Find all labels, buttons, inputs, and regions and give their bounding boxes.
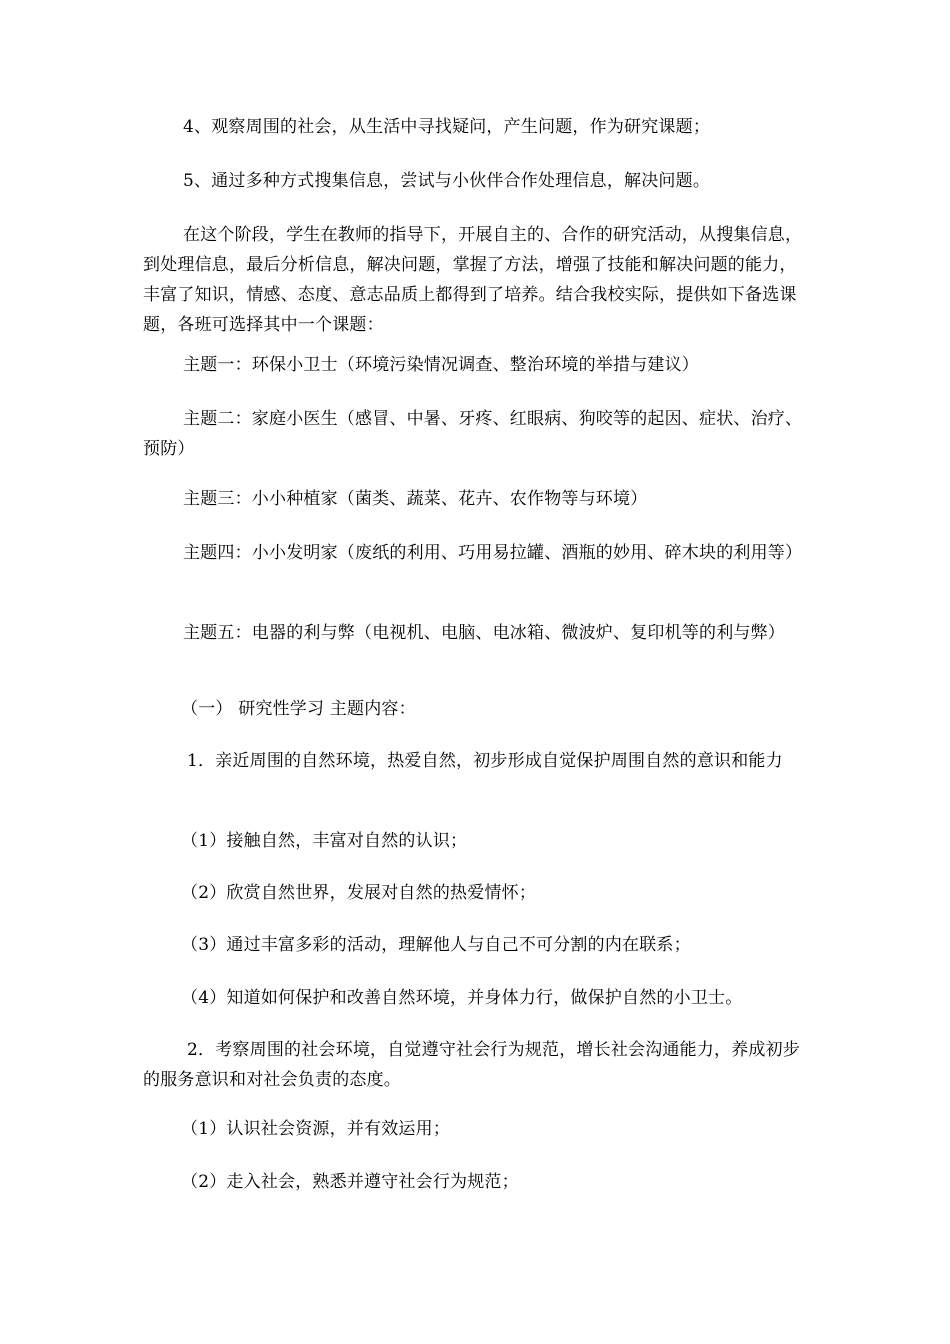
paragraph-theme-1: 主题一：环保小卫士（环境污染情况调查、整治环境的举措与建议）	[183, 355, 699, 375]
paragraph-goal-2-item-2: （2）走入社会，熟悉并遵守社会行为规范；	[181, 1172, 519, 1192]
paragraph-stage-description: 在这个阶段，学生在教师的指导下，开展自主的、合作的研究活动，从搜集信息，到处理信息，最后分析信息，解决问题，掌握了方法，增强了技能和解决问题的能力，丰富了知识，情感、态度、意志品质上都得到了培养。结合我校实际，提供如下备选课题，各班可选择其中一个课题：	[143, 225, 803, 335]
paragraph-goal-1-item-4: （4）知道如何保护和改善自然环境，并身体力行，做保护自然的小卫士。	[181, 988, 743, 1008]
section-heading-content: （一） 研究性学习 主题内容：	[181, 699, 416, 719]
paragraph-item-5: 5、通过多种方式搜集信息，尝试与小伙伴合作处理信息，解决问题。	[183, 171, 711, 191]
paragraph-goal-1-item-1: （1）接触自然，丰富对自然的认识；	[181, 831, 468, 851]
paragraph-goal-2: 2．考察周围的社会环境，自觉遵守社会行为规范，增长社会沟通能力，养成初步的服务意识和对社会负责的态度。	[143, 1040, 801, 1090]
paragraph-goal-1-item-2: （2）欣赏自然世界，发展对自然的热爱情怀；	[181, 883, 537, 903]
paragraph-theme-4: 主题四：小小发明家（废纸的利用、巧用易拉罐、酒瓶的妙用、碎木块的利用等）	[183, 543, 803, 563]
paragraph-theme-5: 主题五：电器的利与弊（电视机、电脑、电冰箱、微波炉、复印机等的利与弊）	[183, 623, 785, 643]
paragraph-goal-1: 1．亲近周围的自然环境，热爱自然，初步形成自觉保护周围自然的意识和能力	[187, 751, 783, 771]
paragraph-theme-2: 主题二：家庭小医生（感冒、中暑、牙疼、红眼病、狗咬等的起因、症状、治疗、预防）	[143, 409, 803, 459]
paragraph-goal-1-item-3: （3）通过丰富多彩的活动，理解他人与自己不可分割的内在联系；	[181, 935, 691, 955]
paragraph-goal-2-item-1: （1）认识社会资源，并有效运用；	[181, 1119, 451, 1139]
paragraph-theme-3: 主题三：小小种植家（菌类、蔬菜、花卉、农作物等与环境）	[183, 489, 648, 509]
paragraph-item-4: 4、观察周围的社会，从生活中寻找疑问，产生问题，作为研究课题；	[183, 117, 711, 137]
